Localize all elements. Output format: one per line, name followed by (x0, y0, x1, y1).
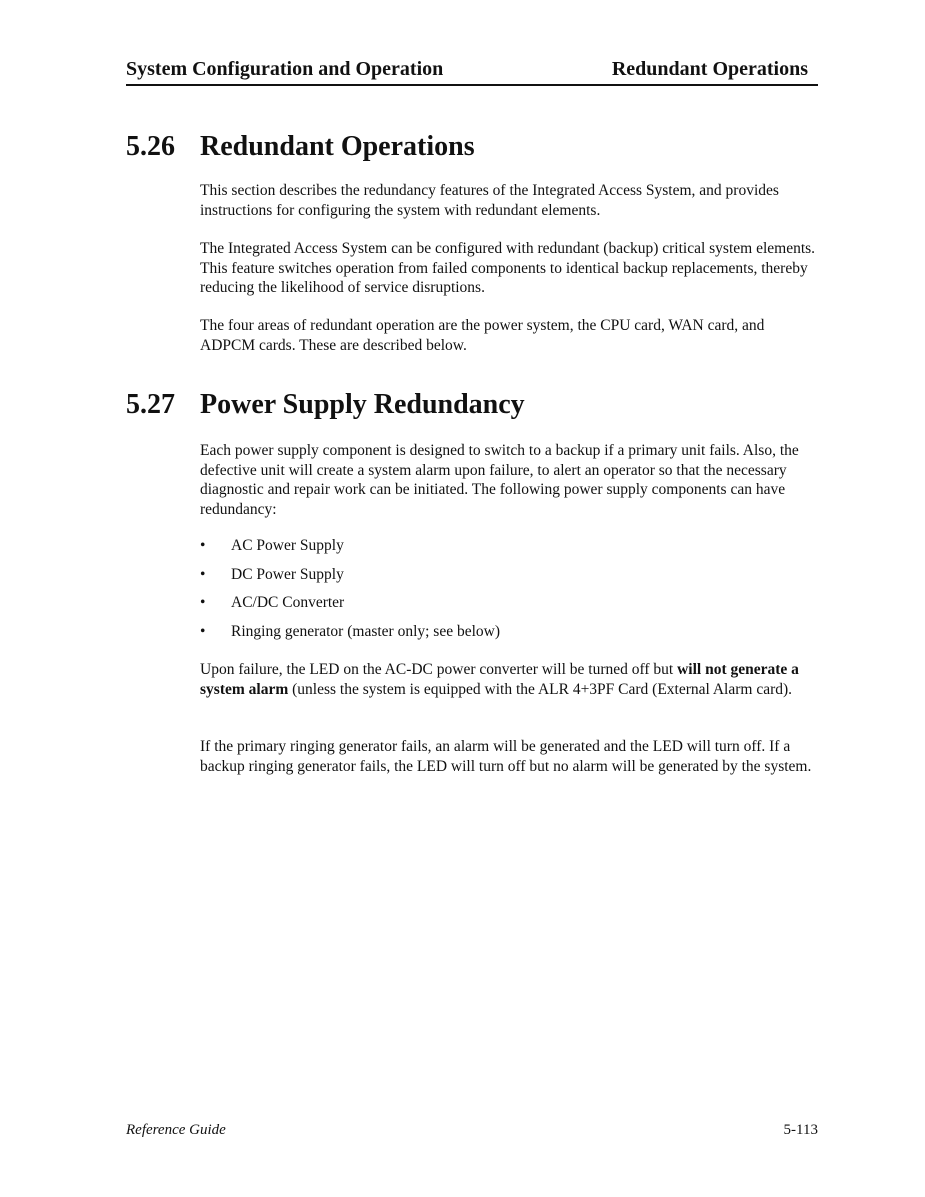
paragraph-converter-failure (200, 660, 820, 699)
power-supply-component-list (200, 536, 820, 650)
section-heading-5-27 (126, 388, 525, 422)
failure-text-after: (unless the system is equipped with the ALR 4+3PF Card (External Alarm card). (288, 680, 793, 698)
page-header (126, 56, 818, 86)
bullet-icon: • (200, 622, 206, 640)
paragraph-power-supply-intro: Each power supply component is designed to switch to a backup if a primary unit fails. Also, the defective unit will create a system alarm upon failure, to alert an operator so that the necessary diagnostic and repair work can be initiated. The following power supply components can have redundancy: (200, 442, 799, 518)
paragraph-ringing-generator: If the primary ringing generator fails, an alarm will be generated and the LED will turn off. If a backup ringing generator fails, the LED will turn off but no alarm will be generated by the system. (200, 738, 812, 775)
list-item (200, 593, 820, 622)
list-item-text: AC Power Supply (231, 537, 344, 554)
paragraph-intro: This section describes the redundancy features of the Integrated Access System, and provides instructions for configuring the system with redundant elements. (200, 182, 779, 219)
section-number: 5.26 (126, 131, 175, 162)
paragraph-four-areas: The four areas of redundant operation are the power system, the CPU card, WAN card, and ADPCM cards. These are described below. (200, 317, 765, 354)
section-title: Redundant Operations (200, 131, 475, 162)
header-section-title: Redundant Operations (611, 58, 808, 80)
bullet-icon: • (200, 565, 206, 583)
bullet-icon: • (200, 594, 206, 611)
list-item (200, 622, 820, 651)
page-number: 5-113 (783, 1122, 818, 1138)
header-chapter-title: System Configuration and Operation (126, 58, 444, 80)
list-item-text: DC Power Supply (231, 565, 344, 583)
failure-text-before: Upon failure, the LED on the AC-DC power converter will be turned off but (200, 661, 678, 678)
section-heading-5-26 (126, 130, 475, 164)
paragraph-redundant-elements: The Integrated Access System can be configured with redundant (backup) critical system elements. This feature switches operation from failed components to identical backup replacements, thereby reducing the likelihood of service disruptions. (200, 240, 816, 296)
list-item-text: AC/DC Converter (231, 594, 345, 611)
bullet-icon: • (200, 537, 206, 554)
section-number: 5.27 (126, 389, 175, 420)
list-item (200, 565, 820, 594)
list-item (200, 536, 820, 565)
list-item-text: Ringing generator (master only; see below) (231, 622, 501, 640)
failure-text-emphasis: will not generate a system alarm (200, 661, 799, 698)
footer-document-title: Reference Guide (126, 1122, 226, 1138)
section-title: Power Supply Redundancy (200, 389, 525, 420)
